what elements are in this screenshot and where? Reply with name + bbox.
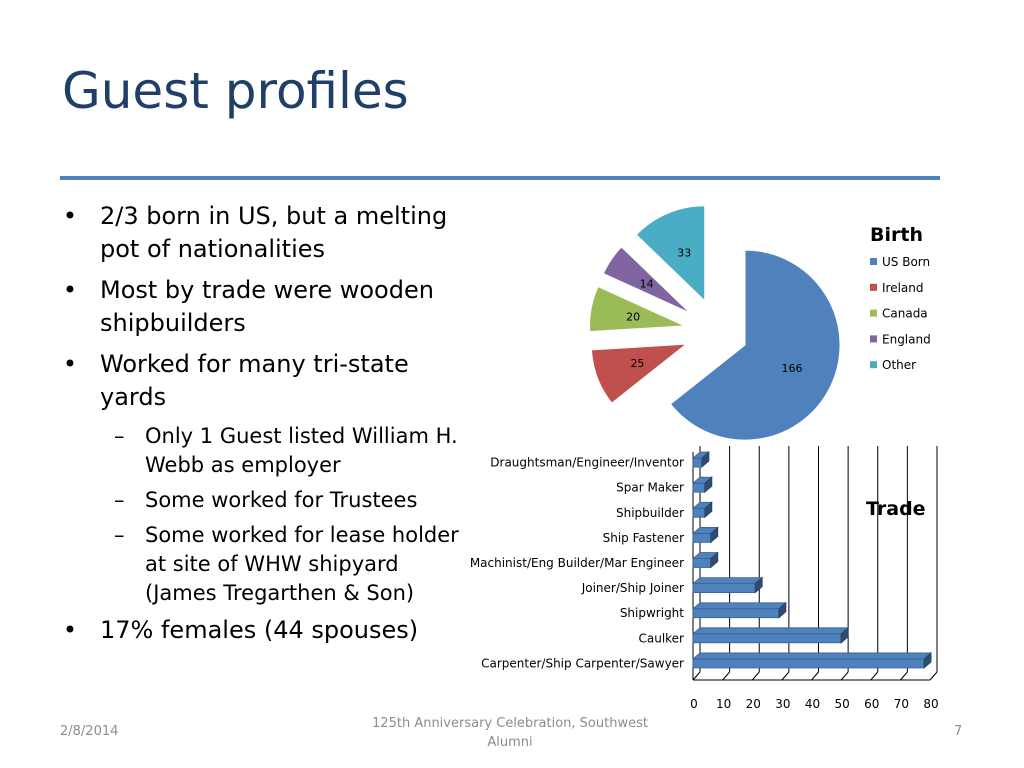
y-category-label: Caulker (638, 631, 684, 646)
pie-data-label: 25 (630, 356, 645, 370)
bar (693, 508, 705, 517)
gridline-floor (841, 672, 848, 680)
legend-label: Ireland (882, 280, 924, 295)
gridline-floor (752, 672, 759, 680)
y-category-label: Joiner/Ship Joiner (581, 581, 684, 596)
slide-title: Guest profiles (62, 62, 409, 120)
x-tick-label: 70 (893, 697, 910, 711)
gridline-floor (782, 672, 789, 680)
pie-data-label: 33 (677, 246, 692, 260)
x-tick-label: 50 (834, 697, 850, 711)
x-tick-label: 20 (745, 697, 761, 711)
bar (693, 458, 702, 467)
legend-swatch (870, 361, 877, 368)
sub-bullet-text: Only 1 Guest listed William H. Webb as employer (145, 424, 458, 477)
x-tick-label: 80 (923, 697, 939, 711)
bar-top (693, 603, 786, 609)
footer-center-line-2: Alumni (487, 735, 533, 750)
y-category-label: Carpenter/Ship Carpenter/Sawyer (481, 656, 684, 671)
bar (693, 634, 841, 643)
bar-top (693, 653, 931, 659)
legend-label: Canada (882, 306, 928, 321)
legend-swatch (870, 310, 877, 317)
bullet-glyph: • (62, 350, 78, 378)
y-category-label: Draughtsman/Engineer/Inventor (490, 455, 684, 470)
bar (693, 659, 924, 668)
footer-date: 2/8/2014 (60, 724, 119, 739)
x-tick-label: 60 (864, 697, 880, 711)
y-category-label: Spar Maker (616, 480, 684, 495)
bar (693, 483, 705, 492)
bar-top (693, 628, 848, 634)
legend-swatch (870, 284, 877, 291)
legend-swatch (870, 335, 877, 342)
footer-center-text (340, 714, 680, 752)
y-category-label: Shipwright (619, 606, 684, 621)
legend-label: US Born (882, 255, 931, 269)
footer-center-line-1: 125th Anniversary Celebration, Southwest (372, 716, 648, 731)
pie-slice-ireland (591, 344, 686, 403)
legend-label: Other (882, 358, 917, 373)
gridline-floor (930, 672, 937, 680)
gridline-floor (812, 672, 819, 680)
pie-data-label: 166 (781, 361, 803, 375)
x-tick-label: 40 (804, 697, 821, 711)
bullet-text: 2/3 born in US, but a melting pot of nationalities (100, 202, 448, 263)
bullet-text: 17% females (44 spouses) (100, 616, 419, 644)
sub-bullet-glyph: – (114, 523, 125, 547)
gridline-floor (693, 672, 700, 680)
legend-swatch (870, 258, 877, 265)
sub-bullet-text: Some worked for Trustees (145, 488, 418, 512)
y-category-label: Shipbuilder (616, 505, 684, 520)
footer-page-number: 7 (954, 724, 963, 739)
x-tick-label: 0 (690, 697, 698, 711)
pie-slice-canada (590, 287, 685, 332)
y-category-label: Ship Fastener (602, 530, 684, 545)
gridline-floor (723, 672, 730, 680)
bar (693, 533, 711, 542)
pie-legend-title: Birth (870, 224, 923, 246)
pie-data-label: 20 (626, 310, 641, 324)
legend-label: England (882, 332, 931, 347)
bullet-glyph: • (62, 202, 78, 230)
pie-data-label: 14 (639, 277, 654, 291)
sub-bullet-glyph: – (114, 488, 125, 512)
bar-top (693, 578, 762, 584)
bar (693, 584, 755, 593)
sub-bullet-glyph: – (114, 424, 125, 448)
y-category-label: Machinist/Eng Builder/Mar Engineer (469, 556, 684, 570)
bullet-glyph: • (62, 616, 78, 644)
x-tick-label: 30 (775, 697, 791, 711)
bullet-text: Most by trade were wooden shipbuilders (100, 276, 434, 337)
bullet-text: Worked for many tri-state yards (100, 350, 409, 411)
bar-chart-title: Trade (866, 498, 926, 520)
gridline-floor (871, 672, 878, 680)
sub-bullet-text: Some worked for lease holder at site of WHW shipyard (James Tregarthen & Son) (145, 523, 459, 605)
gridline-floor (900, 672, 907, 680)
bar (693, 609, 779, 618)
bar (693, 559, 711, 568)
bullet-glyph: • (62, 276, 78, 304)
x-tick-label: 10 (715, 697, 732, 711)
